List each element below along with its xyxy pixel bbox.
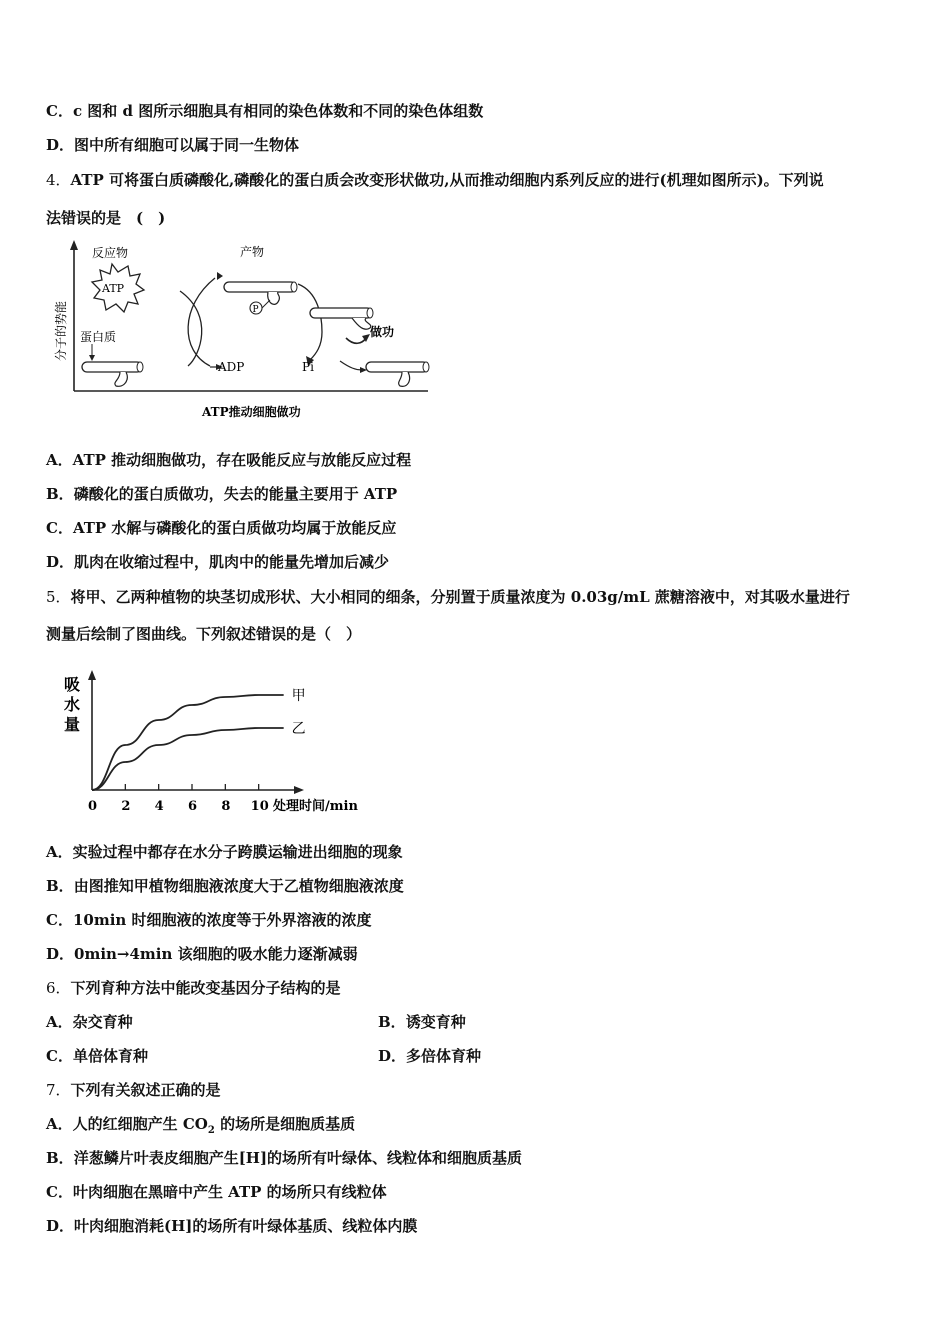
option-text: 10min 时细胞液的浓度等于外界溶液的浓度 xyxy=(72,911,372,929)
q5-stem-line2: 测量后绘制了图曲线。下列叙述错误的是（ ） xyxy=(46,625,362,643)
pi-label: Pi xyxy=(302,360,314,374)
option-letter: C． xyxy=(46,1047,73,1065)
x-tick-label: 2 xyxy=(121,799,131,814)
q5-stem-line1 xyxy=(46,587,850,607)
q7-stem xyxy=(46,1080,221,1100)
option-text: 叶肉细胞消耗(H]的场所有叶绿体基质、线粒体内膜 xyxy=(74,1217,418,1235)
protein-cylinder-initial xyxy=(82,362,143,386)
chart-ylabel-text: 吸水量 xyxy=(64,675,81,734)
option-text: 0min→4min 该细胞的吸水能力逐渐减弱 xyxy=(74,945,358,963)
reactant-label: 反应物 xyxy=(92,246,129,260)
x-tick-label: 10 xyxy=(250,799,269,814)
q4-option-a xyxy=(46,450,411,470)
option-letter: C． xyxy=(46,1183,73,1201)
option-letter: B． xyxy=(378,1013,406,1031)
option-text: 由图推知甲植物细胞液浓度大于乙植物细胞液浓度 xyxy=(73,877,404,895)
chart-y-arrow-icon xyxy=(88,670,96,680)
reaction-curve-left xyxy=(180,291,202,366)
option-text: ATP 推动细胞做功，存在吸能反应与放能反应过程 xyxy=(72,451,412,469)
chart-xlabel: 处理时间/min xyxy=(273,799,358,814)
q4-stem-line2: 法错误的是 ( ) xyxy=(46,209,166,227)
option-text: 人的红细胞产生 CO xyxy=(72,1115,208,1133)
adp-label: ADP xyxy=(218,360,245,374)
q5-option-c xyxy=(46,910,372,930)
x-tick-label: 6 xyxy=(188,799,198,814)
option-letter: A． xyxy=(46,1013,73,1031)
work-curve xyxy=(298,284,322,360)
option-text: 洋葱鳞片叶表皮细胞产生[H]的场所有叶绿体、线粒体和细胞质基质 xyxy=(73,1149,523,1167)
y-axis-arrow-icon xyxy=(70,240,78,250)
option-letter: D． xyxy=(46,553,75,571)
question-stem: 将甲、乙两种植物的块茎切成形状、大小相同的细条，分别置于质量浓度为 0.03g/mL 蔗糖溶液中，对其吸水量进行 xyxy=(70,588,850,606)
x-tick-label: 0 xyxy=(88,799,98,814)
q6-option-a xyxy=(46,1012,133,1032)
question-stem: 下列育种方法中能改变基因分子结构的是 xyxy=(70,979,341,997)
option-letter: A． xyxy=(46,451,73,469)
option-text: 杂交育种 xyxy=(72,1013,133,1031)
option-text: c 图和 d 图所示细胞具有相同的染色体数和不同的染色体组数 xyxy=(72,102,484,120)
option-letter: C． xyxy=(46,911,73,929)
option-letter: B． xyxy=(46,485,74,503)
option-text: 诱变育种 xyxy=(405,1013,466,1031)
q3-option-d xyxy=(46,135,299,155)
option-text: 叶肉细胞在黑暗中产生 ATP 的场所只有线粒体 xyxy=(72,1183,387,1201)
q4-option-b xyxy=(46,484,397,504)
x-tick-label: 4 xyxy=(154,799,164,814)
option-letter: D． xyxy=(46,136,75,154)
q4-option-d xyxy=(46,552,389,572)
option-letter: A． xyxy=(46,843,73,861)
atp-label: ATP xyxy=(102,282,125,295)
question-number: 5． xyxy=(46,588,71,606)
phosphate-label: P xyxy=(252,305,259,315)
option-text: 单倍体育种 xyxy=(72,1047,148,1065)
protein-cylinder-working xyxy=(310,308,373,329)
option-letter: D． xyxy=(46,945,75,963)
series-line-yi xyxy=(92,728,284,790)
option-text: 肌肉在收缩过程中，肌肉中的能量先增加后减少 xyxy=(74,553,390,571)
protein-label: 蛋白质 xyxy=(80,330,117,344)
figure-ylabel: 分子的势能 xyxy=(54,300,68,361)
water-uptake-chart xyxy=(56,666,386,824)
chart-x-arrow-icon xyxy=(294,786,304,794)
q5-option-a xyxy=(46,842,403,862)
option-text: 多倍体育种 xyxy=(406,1047,482,1065)
q7-option-a xyxy=(46,1114,355,1141)
option-text: ATP 水解与磷酸化的蛋白质做功均属于放能反应 xyxy=(72,519,397,537)
q4-stem-line1 xyxy=(46,170,824,190)
q3-option-c xyxy=(46,101,483,121)
subscript: 2 xyxy=(207,1125,215,1136)
pointer-arrow-icon xyxy=(89,355,95,361)
option-letter: C． xyxy=(46,102,73,120)
option-letter: A． xyxy=(46,1115,73,1133)
question-stem: ATP 可将蛋白质磷酸化,磷酸化的蛋白质会改变形状做功,从而推动细胞内系列反应的进行(机理如图所示)。下列说 xyxy=(70,171,824,189)
question-number: 7． xyxy=(46,1081,71,1099)
x-tick-label: 8 xyxy=(221,799,231,814)
option-letter: C． xyxy=(46,519,73,537)
q6-option-c xyxy=(46,1046,148,1066)
option-letter: D． xyxy=(378,1047,407,1065)
protein-cylinder-phosphorylated xyxy=(224,282,297,315)
q6-option-d xyxy=(378,1046,481,1066)
option-letter: D． xyxy=(46,1217,75,1235)
atp-mechanism-figure xyxy=(40,236,440,426)
q6-option-b xyxy=(378,1012,466,1032)
q4-option-c xyxy=(46,518,396,538)
q6-stem xyxy=(46,978,341,998)
q5-option-b xyxy=(46,876,404,896)
work-label: 做功 xyxy=(370,325,395,339)
option-text: 磷酸化的蛋白质做功，失去的能量主要用于 ATP xyxy=(73,485,398,503)
product-label: 产物 xyxy=(240,245,265,259)
option-letter: B． xyxy=(46,1149,74,1167)
q7-option-c xyxy=(46,1182,387,1202)
series-label-jia: 甲 xyxy=(291,688,306,704)
q7-option-d xyxy=(46,1216,417,1236)
protein-cylinder-final xyxy=(366,362,429,386)
option-text: 实验过程中都存在水分子跨膜运输进出细胞的现象 xyxy=(72,843,403,861)
to-product-arrow-icon xyxy=(217,272,223,280)
figure-caption: ATP推动细胞做功 xyxy=(202,405,301,419)
question-stem: 下列有关叙述正确的是 xyxy=(70,1081,221,1099)
option-text-continued: 的场所是细胞质基质 xyxy=(214,1115,356,1133)
chart-ylabel xyxy=(64,675,80,734)
question-number: 6． xyxy=(46,979,71,997)
series-label-yi: 乙 xyxy=(291,721,306,737)
q7-option-b xyxy=(46,1148,522,1168)
option-letter: B． xyxy=(46,877,74,895)
q5-option-d xyxy=(46,944,358,964)
series-line-jia xyxy=(92,695,284,790)
option-text: 图中所有细胞可以属于同一生物体 xyxy=(74,136,300,154)
question-number: 4． xyxy=(46,171,71,189)
